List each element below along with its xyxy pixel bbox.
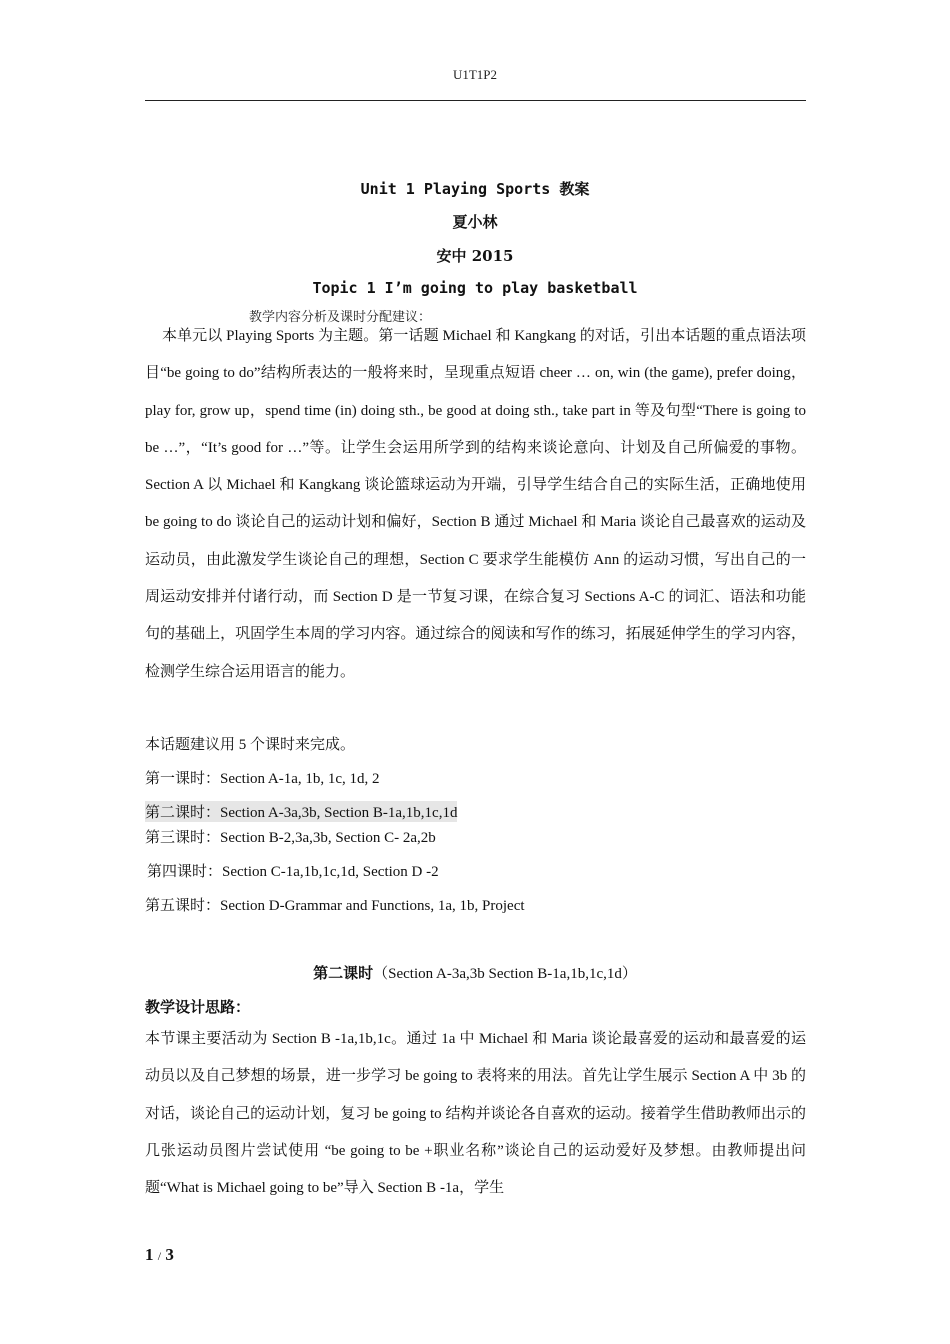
lesson-item-3: 第三课时：Section B-2,3a,3b, Section C- 2a,2b — [145, 830, 436, 846]
page-current: 1 — [145, 1245, 154, 1264]
design-paragraph: 本节课主要活动为 Section B -1a,1b,1c。通过 1a 中 Michael 和 Maria 谈论最喜爱的运动和最喜爱的运动员以及自己梦想的场景，进一步学习 be going to 表将来的用法。首先让学生展示 Section A 中 3b 的对话，谈论自己的运动计划，复习 be going to 结构并谈论各自喜欢的运动。接着学生借助教师出示的几张运动员图片尝试使用 “be going to be +职业名称”谈论自己的运动爱好及梦想。由教师提出问题“What is Michael going to be”导入 Section B -1a，学生 — [145, 1031, 806, 1197]
header-code: U1T1P2 — [452, 67, 498, 82]
lesson-item-2: 第二课时：Section A-3a,3b, Section B-1a,1b,1c,1d — [145, 801, 457, 822]
lesson2-heading-sections: （Section A-3a,3b Section B-1a,1b,1c,1d） — [373, 966, 637, 982]
author-name: 夏小林 — [452, 213, 498, 231]
intro-paragraph: 本单元以 Playing Sports 为主题。第一话题 Michael 和 Kangkang 的对话，引出本话题的重点语法项目“be going to do”结构所表达的一般将来时，呈现重点短语 cheer … on, win (the game), prefer doing，play for, grow up，spend time (in) doing sth., be good at doing sth., take part in 等及句型“There is going to be …”，“It’s good for …”等。让学生会运用所学到的结构来谈论意向、计划及自己所偏爱的事物。Section A 以 Michael 和 Kangkang 谈论篮球运动为开端，引导学生结合自己的实际生活，正确地使用 be going to do 谈论自己的运动计划和偏好，Section B 通过 Michael 和 Maria 谈论自己最喜欢的运动及运动员，由此激发学生谈论自己的理想，Section C 要求学生能模仿 Ann 的运动习惯，写出自己的一周运动安排并付诸行动，而 Section D 是一节复习课，在综合复习 Sections A-C 的词汇、语法和功能句的基础上，巩固学生本周的学习内容。通过综合的阅读和写作的练习，拓展延伸学生的学习内容，检测学生综合运用语言的能力。 — [145, 328, 806, 680]
unit-title: Unit 1 Playing Sports 教案 — [360, 180, 590, 198]
lesson-item-1: 第一课时：Section A-1a, 1b, 1c, 1d, 2 — [145, 771, 380, 787]
lesson2-heading-bold: 第二课时 — [313, 966, 374, 982]
suggestion-text: 本话题建议用 5 个课时来完成。 — [145, 737, 356, 753]
page-number — [145, 1245, 174, 1265]
lesson2-heading — [0, 962, 950, 983]
lesson-item-5: 第五课时：Section D-Grammar and Functions, 1a, 1b, Project — [145, 898, 525, 914]
school-year: 安中 2015 — [436, 247, 514, 265]
page-total: 3 — [165, 1245, 174, 1264]
design-label: 教学设计思路： — [145, 1000, 251, 1016]
lesson-item-4: 第四课时：Section C-1a,1b,1c,1d, Section D -2 — [147, 864, 439, 880]
topic-title: Topic 1 I’m going to play basketball — [312, 279, 638, 297]
header-divider — [145, 100, 806, 101]
intro-label: 教学内容分析及课时分配建议： — [249, 310, 432, 325]
page-separator: / — [157, 1249, 162, 1263]
